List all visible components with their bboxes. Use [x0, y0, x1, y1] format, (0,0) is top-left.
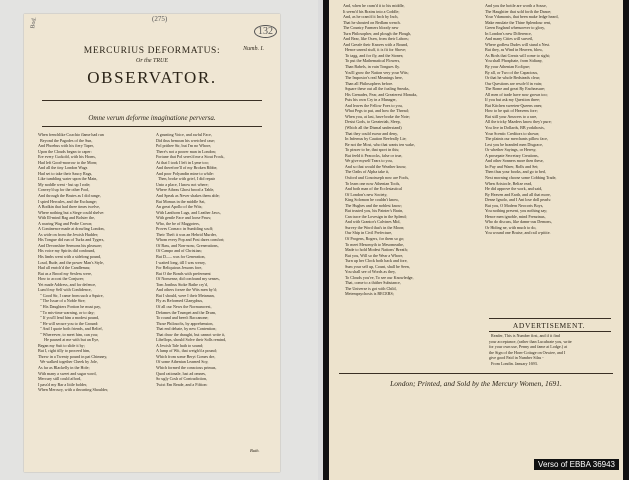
text-line: The Impostor's real Meanings here,	[343, 75, 403, 81]
advert-rule-bottom	[489, 331, 611, 332]
text-line: The Country Farmers bloody new	[343, 25, 399, 31]
text-line: Hence men ignoble, mind Frenzinus,	[485, 213, 546, 219]
text-line: Then, broke with grief, I did repair	[156, 176, 216, 182]
text-line: And other Sonners more then these,	[485, 158, 544, 164]
text-line: You shall Phosphate, from Sidiany,	[485, 58, 543, 64]
text-line: A prosepate Secretary Creations,	[485, 152, 539, 158]
text-line: King Solomon he couldn't know,	[343, 197, 399, 203]
text-line: I pass'd my Bar a little bolder,	[38, 381, 88, 387]
text-line: Had all enrich'd the Candlemas;	[38, 265, 91, 271]
title-line-3: OBSERVATOR.	[87, 68, 217, 87]
text-line: And, as he cram'd it Inch by Inch,	[343, 14, 399, 20]
verso-column-1	[343, 3, 473, 297]
text-line: By Heaven and Earth, and all that more,	[485, 191, 551, 197]
text-line: A grunting Voice, and awful Face,	[156, 132, 212, 137]
text-line: With Lanthorn Lugs, and Leather Jaws,	[156, 209, 221, 215]
text-line: Puts his own Cry in a Manager,	[343, 97, 397, 103]
text-line: Lum'd my Self with Confidence,	[38, 287, 92, 293]
text-line: We give myself Tears to you,	[343, 158, 393, 164]
text-line: Metempsychosis is BECERS;	[343, 291, 394, 297]
text-line: An great Apollo of the Wits;	[156, 204, 203, 210]
text-line: Of Nonsense, did confound my senses,	[156, 276, 220, 282]
text-line: All the tricky Mazders know they'r pure;	[485, 119, 552, 125]
text-line: The Oaths of Alpha take it,	[343, 169, 390, 175]
text-line: Of Progens, Rogers, for them so go;	[343, 235, 405, 241]
text-line: But Momus in the middle Sat,	[156, 198, 206, 204]
text-line: But trusted you, his Painter's Brain,	[343, 208, 404, 214]
text-line: Turn Philosopher, and plough the Plough,	[343, 30, 412, 36]
title-rule-bottom	[42, 126, 262, 127]
text-line: But as a Brood my Sexless were,	[38, 270, 93, 276]
text-line: Or whether Sayings, or Heresy,	[485, 147, 537, 153]
text-line: That he shouted on Bedlam wench.	[343, 19, 401, 25]
text-line: How to accost the Conjurer;	[38, 276, 85, 282]
text-line: For Reliquious Jessons fore,	[156, 265, 203, 271]
signature: Buth.	[250, 448, 260, 453]
text-line: Make emulate the Thine Splendour rent,	[485, 19, 552, 25]
text-line: That, come to a thither Substance,	[343, 280, 401, 286]
text-line: Dense Ignolo, and I Ant lose doll pearls:	[485, 197, 552, 203]
text-line: Your Scentic Creditors to shown;	[485, 130, 540, 136]
text-line: Fortune that Pol seres'd me a Stout Frock,	[156, 154, 225, 160]
text-line: Oxford and Conoisseph now are Fools,	[343, 174, 410, 180]
text-line: With Ill-mind Bag and Bolster the,	[38, 215, 95, 221]
text-line: Began my Suit to slide it by;	[38, 342, 85, 348]
text-line: When you, at last, have broke the Note;	[343, 113, 410, 119]
text-line: That draw the draught, but cannot write it,	[156, 331, 226, 337]
text-line: your acceptance, (rather than Lucubrate you, write	[489, 338, 572, 344]
text-line: So ugly Cosh of Contradiction,	[156, 376, 208, 382]
text-line: When Aristocle, Belize read,	[485, 180, 533, 186]
text-line: At that I took I left in Lyme too;	[156, 159, 209, 165]
text-line: for your own use, Penny and fame at Lodge.) at	[489, 344, 568, 350]
text-line: Did thus bemoan his wretched case;	[156, 137, 216, 143]
text-line: When Mercury, with a thwarting Shoulder,	[38, 387, 109, 393]
text-line: To pincer to be, that sport in this;	[343, 147, 400, 153]
manuscript-note-shelfmark: Bod.	[30, 16, 38, 30]
text-line: A Jewish Tale hath to sound;	[156, 342, 204, 348]
text-line: Than all Philosophers before.	[343, 80, 394, 86]
text-line: Of Campo and of Christian;	[156, 248, 202, 254]
text-line: (Which all the Dismal understand)	[343, 125, 402, 131]
text-line: And many Cities will surveil,	[485, 36, 534, 42]
text-line: the Sign of the Horn-Cottage on Oswiee, and I	[489, 349, 566, 355]
text-line: His voice my Spirits did confound,	[38, 248, 96, 254]
imprint: London; Printed, and Sold by the Mercury Women, 1691.	[390, 379, 562, 388]
text-line: The Universe is got with Child,	[343, 285, 397, 291]
text-line: Loud, Rude, and the power Man's Style,	[38, 259, 104, 265]
text-line: Proves Cornacc in Sumbling scuff;	[156, 226, 214, 232]
verso-page	[329, 0, 623, 480]
manuscript-note-folio: 132	[254, 25, 277, 38]
text-line: " Whereever, to meet him, can you;	[38, 331, 99, 337]
text-line: Survey the Word that's in the Moon;	[343, 224, 405, 230]
text-line: And both man of the Ecclesiastical	[343, 186, 403, 192]
text-line: That end debate, by new Contention;	[156, 326, 217, 332]
text-line: Sum your self up, Count, shall be Seen,	[343, 263, 410, 269]
verso-label: Verso of EBBA 36943	[534, 459, 619, 470]
text-line: Reader, This is Number first, and if it find	[489, 333, 560, 338]
text-line: But I should, were I their Metaman,	[156, 292, 215, 298]
manuscript-note-number: (275)	[152, 15, 168, 23]
text-line: Upon the Clouds began to caper:	[38, 148, 92, 154]
text-line: Who do discuss, like damn-ous Demons,	[485, 219, 552, 225]
text-line: And Speak as Never shakes them able;	[156, 193, 220, 199]
text-line: Can trace the Lovesign in the Splend;	[343, 213, 407, 219]
text-line: Where nothing but a Siege could shelve:	[38, 209, 105, 215]
text-line: Of some Athenian Learned Soy,	[156, 359, 209, 365]
text-line: His limbs went with a sidelong pound,	[38, 254, 102, 260]
text-line: There's not a poorer man in London;	[156, 148, 216, 154]
text-line: A lump of Wit, that weigh'd a pound;	[156, 348, 217, 354]
text-line: " The Issue of a Noble Sire;	[38, 298, 86, 304]
text-line: But you, Will so the Wear a Whore,	[343, 252, 404, 258]
advertisement-heading: ADVERTISEMENT.	[512, 321, 586, 330]
advert-rule-top	[489, 318, 611, 319]
text-line: With many a sweet and sugar word,	[38, 370, 97, 376]
text-line: give good Paid in Number Silas -	[489, 355, 544, 361]
text-line: We walked together Cheek by Jole,	[38, 359, 98, 365]
text-line: And leaves the Fellow Foes to you,	[343, 102, 403, 108]
text-line: Your Vdamonis, that been make ledge heard,	[485, 14, 559, 20]
text-line: " And I quote both friends, and Relief,	[38, 326, 103, 332]
text-line: But I, right tilly to proceed him,	[38, 348, 91, 354]
text-line: That they could swear and deny,	[343, 130, 398, 136]
text-line: From Londin. January 1693.	[489, 360, 538, 366]
title-line-2: Or the TRUE	[136, 58, 168, 64]
text-line: Where godless Dudes will stand a Nest.	[485, 41, 551, 47]
text-line: And all the tiny London Wags	[38, 165, 88, 171]
text-line: Like tumbling water upon the Main,	[38, 176, 98, 182]
text-line: Of Bass, and Non-nonc, Grenerations,	[156, 242, 219, 248]
text-line: Yet made Address, and for defence,	[38, 281, 97, 287]
motto: Omne verum deforme imaginatione perversa.	[88, 114, 216, 122]
text-line: " He will secure you to the Ground:	[38, 320, 99, 326]
text-line: A roaring Wag and Pedie Crown;	[38, 220, 93, 226]
text-line: He did approve the work, and said,	[485, 186, 543, 192]
text-line: All men of trade have now grown too;	[485, 91, 548, 97]
text-line: You wound one Bruise, and rail a-pitite.	[485, 230, 551, 236]
text-line: Those Philosofts, by apprehension,	[156, 320, 214, 326]
text-line: In London's new Difference,	[485, 30, 532, 36]
text-line: In Infernus by Caution Reefeally Lie;	[343, 136, 407, 142]
text-line: But still your Answers to a rare,	[485, 113, 538, 119]
text-line: Ere every Cuckold, with his Horns,	[38, 154, 96, 160]
text-line: Green England whensoever to glory,	[485, 25, 545, 31]
text-line: And Phoebus with his fiery Taper,	[38, 143, 94, 149]
text-line: Be not the Most, who that wants ten wake,	[343, 141, 415, 147]
text-line: Tom Jonibus Stoke Bathe cry'd,	[156, 281, 208, 287]
text-line: In Puy and Warer, Rolls and Set;	[485, 163, 539, 169]
text-line: " Good Sir, I came from such a Squire,	[38, 292, 104, 298]
text-line: And Devonshire Sermons his pleasure;	[38, 242, 102, 248]
text-line: And Greafe their Knaves with a Bound,	[343, 41, 409, 47]
text-line: The Haughtier that sold forth the Dance;	[485, 8, 552, 14]
text-line: Pol prithee Sir, but I'm no Whore,	[156, 143, 212, 149]
text-line: Of all our News the Normancrest,	[156, 303, 212, 309]
text-line: You shall see of Words as they,	[343, 269, 396, 275]
text-line: To tagg, and for fly, and the Stones;	[343, 52, 404, 58]
text-line: The Hughes and the noblest know;	[343, 202, 402, 208]
text-line: When frenchlike Coachio flame had run	[38, 132, 104, 137]
text-line: By your Athenian Ecclipse;	[485, 64, 531, 70]
text-line: " If you'll lend him a modest pound,	[38, 315, 100, 321]
text-line: Defames the Trumpet and the Drum,	[156, 309, 217, 315]
text-line: And so that would the Weather know,	[343, 163, 407, 169]
text-line: Whom every Pop and Post dares comfort;	[156, 237, 225, 243]
text-line: Which from some Beryt Comes dre,	[156, 353, 216, 359]
text-line: " To mis-time warning, or to day;	[38, 309, 95, 315]
poem-column-2	[156, 132, 268, 387]
verso-pane	[323, 0, 629, 480]
recto-page	[24, 14, 280, 472]
text-line: Or Hiding ne, with much to do,	[485, 224, 537, 230]
imprint-rule	[339, 373, 613, 374]
title-line-1: MERCURIUS DEFORMATUS:	[83, 46, 221, 56]
text-line: Turn up her Clock both back and fore,	[343, 258, 408, 264]
text-line: To round and been't Baccanone;	[156, 315, 209, 321]
text-line: His Grenades, Fear, and Greaterest Monaks,	[343, 91, 418, 97]
text-line: But they, as Wind in Heaven, blow,	[485, 47, 543, 53]
text-line: Convey'd up for the other Fool,	[38, 187, 90, 193]
text-line: It seem'd his Brains into a Coddle;	[343, 8, 400, 14]
text-line: Our Questions are resolv'd in vain;	[485, 80, 543, 86]
text-line: But O the Bonds with preferment	[156, 270, 211, 276]
text-line: Their Theft it was an Hebrid Murder,	[156, 231, 217, 237]
text-line: Square these out all the foaling Sneaks,	[343, 86, 410, 92]
text-line: Then thus your books, and go to bed,	[485, 169, 546, 175]
text-line: Quod rationale, lust ad omnes,	[156, 370, 207, 376]
text-line: Twixt Em Reade, and a Fiftion:	[156, 381, 208, 387]
text-line: And others forsee the Wits men by'd;	[156, 287, 217, 293]
text-line: Who, the be of Maggoters,	[156, 220, 200, 226]
text-line: The Rome and great By Encheasure;	[485, 86, 546, 92]
text-line: A Bodkin that had three times twelve,	[38, 204, 100, 210]
text-line: Had set to take their Saucy Rags,	[38, 170, 93, 176]
text-line: Than Babels, in vain Tongues fly.	[343, 64, 400, 70]
verso-column-2	[485, 3, 613, 236]
text-line: Unto a place, I know not where;	[156, 181, 209, 187]
text-line: Had left Good-morrow to the Morn;	[38, 159, 98, 165]
text-line: Hence unreal stuff, it is fit for Shove;	[343, 47, 407, 53]
text-line: I waited long, till I was weary,	[156, 259, 206, 265]
poem-column-1	[38, 132, 150, 393]
text-line: His Tongue did run of Turks and Tygers,	[38, 237, 105, 243]
text-line: As Birds that Greats will come to sight;	[485, 52, 550, 58]
text-line: If you but ask my Question three;	[485, 97, 541, 103]
text-line: To learn one now Athenian Tools,	[343, 180, 401, 186]
text-line: You nothing present, you nothing say;	[485, 208, 548, 214]
text-line: As wide on from the Jewish Hudder;	[38, 231, 99, 237]
text-line: Fly as Reformed Glanyphus,	[156, 298, 204, 304]
text-line: Libellops, should Solve their Solls remind,	[156, 337, 227, 343]
text-line: Made to hold Modest Nations' Breath;	[343, 247, 408, 253]
text-line: Where Atheas Ghost brood a Table,	[156, 187, 215, 193]
text-line: Mercury still could afford,	[38, 376, 82, 382]
text-line: With gentle Face and loose Paws;	[156, 215, 212, 221]
text-line: Which formed the conscious primus,	[156, 364, 217, 370]
text-line: How to be quit of Heavens fore;	[485, 108, 538, 114]
text-line: The plaints our merchants pillow face,	[485, 136, 548, 142]
advertisement-text	[489, 333, 611, 366]
text-line: Lest you be branded men Disgrace,	[485, 141, 543, 147]
text-line: But feeld it Peacocks, false or true,	[343, 152, 403, 158]
text-line: But D—– was for Generation,	[156, 254, 206, 260]
text-line: I spied Hercules, and the Exchange;	[38, 198, 97, 204]
text-line: And, when he cram'd it to his middle,	[343, 3, 405, 8]
text-line: He paused at me with but an Eye,	[38, 337, 100, 343]
issue-number: Numb. I.	[243, 46, 264, 52]
text-line: Beyond the Pagodes of the Sun,	[38, 137, 93, 143]
text-line: As far as Blackelly in the Hole;	[38, 364, 90, 370]
text-line: You'll grow the Nation very your Wits;	[343, 69, 409, 75]
text-line: And you the bottle are worth a Souse,	[485, 3, 547, 8]
text-line: Or that he whole Bedsteads clear;	[485, 75, 541, 81]
text-line: And poor Polyandin mine to while:	[156, 170, 214, 176]
text-line: Our Ship in Civil Prefecture,	[343, 230, 393, 236]
text-line: A Continence made at drawling London,	[38, 226, 105, 232]
text-line: To meet Mesomyth to Mesomeathe,	[343, 241, 404, 247]
text-line: You live in Dollards, BB yorkthosts,	[485, 125, 545, 131]
text-line: To put the Mathematical Flowers,	[343, 58, 401, 64]
text-line: And therefore'll of my Broken Ribbe,	[156, 165, 218, 171]
text-line: What Pegs to put, and how the Thread;	[343, 108, 409, 114]
text-line: Desist Gods, to Greateriah, Sleep,	[343, 119, 401, 125]
text-line: My noddle went - but up I rode;	[38, 181, 91, 187]
text-line: And through the Brutes as I did range,	[38, 193, 101, 199]
text-line: To Clouds you've, To see our Knowledge,	[343, 274, 414, 280]
text-line: Next morning choose some Cobbing Trade,	[485, 174, 557, 180]
title-rule-top	[42, 100, 262, 101]
text-line: And with Grantor's Calvines Mid,	[343, 219, 401, 225]
text-line: Of London's new Society,	[343, 191, 388, 197]
text-line: But Kitchen sweeten-Queens ones;	[485, 102, 543, 108]
text-line: " His Daughters Portion he must pay,	[38, 303, 101, 309]
text-line: But you, O Modern Neocoris Boys,	[485, 202, 544, 208]
text-line: And Bear, like Oxen, from their Labors;	[343, 36, 409, 42]
text-line: By all, or Two of the Capacious,	[485, 69, 539, 75]
text-line: Threw in a Twenty pound in pat Chimney,	[38, 353, 108, 359]
